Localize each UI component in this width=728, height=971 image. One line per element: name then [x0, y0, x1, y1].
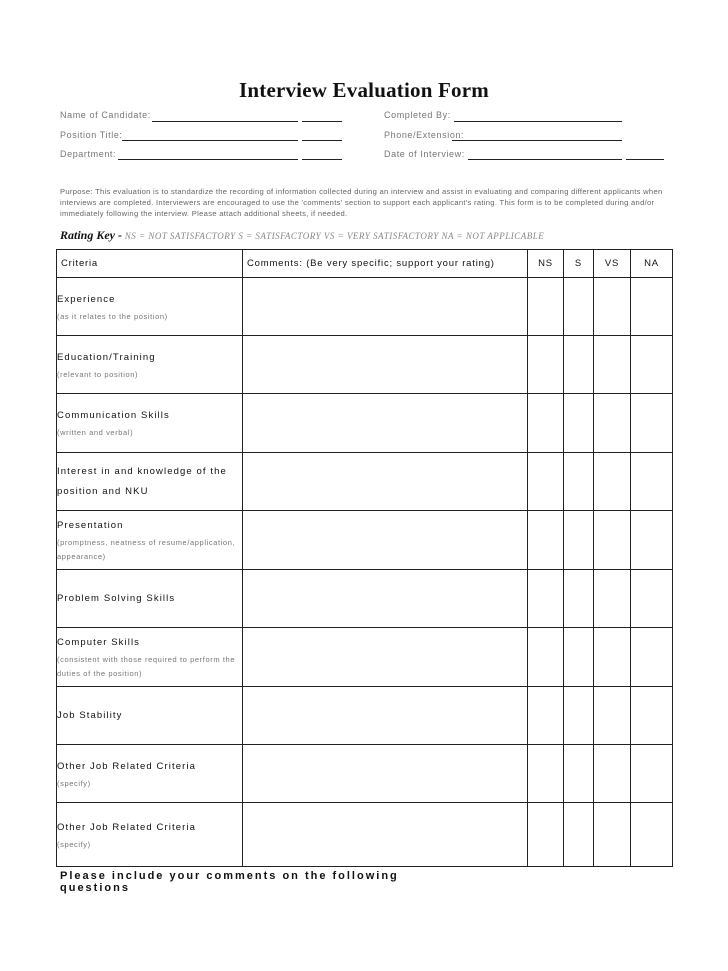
ns-rating-cell[interactable]: [528, 453, 564, 511]
phone-extension-label: Phone/Extension:: [384, 130, 465, 140]
position-title-line-2[interactable]: [302, 140, 342, 141]
na-rating-cell[interactable]: [631, 394, 673, 453]
criteria-note: (written and verbal): [57, 428, 134, 437]
comments-cell[interactable]: [243, 628, 528, 687]
completed-by-line[interactable]: [454, 121, 622, 122]
rating-key: [60, 228, 680, 243]
comments-cell[interactable]: [243, 687, 528, 745]
vs-rating-cell[interactable]: [594, 803, 631, 867]
criteria-row: [57, 453, 673, 511]
position-title-label: Position Title:: [60, 130, 123, 140]
na-rating-cell[interactable]: [631, 336, 673, 394]
candidate-name-line-2[interactable]: [302, 121, 342, 122]
criteria-row: [57, 687, 673, 745]
criteria-cell: [57, 628, 243, 687]
ns-rating-cell[interactable]: [528, 628, 564, 687]
date-of-interview-line[interactable]: [468, 159, 622, 160]
department-line[interactable]: [118, 159, 298, 160]
criteria-name: Problem Solving Skills: [57, 592, 176, 604]
na-rating-cell[interactable]: [631, 453, 673, 511]
criteria-row: [57, 511, 673, 570]
vs-rating-cell[interactable]: [594, 511, 631, 570]
na-rating-cell[interactable]: [631, 278, 673, 336]
criteria-name: Communication Skills: [57, 410, 170, 421]
criteria-name: Computer Skills: [57, 637, 141, 648]
na-rating-cell[interactable]: [631, 745, 673, 803]
table-header-row: [57, 250, 673, 278]
criteria-name: Education/Training: [57, 351, 156, 363]
comments-header: Comments: (Be very specific; support your rating): [243, 250, 528, 278]
criteria-note: (consistent with those required to perform the duties of the position): [57, 655, 236, 678]
criteria-name: Other Job Related Criteria: [57, 760, 196, 772]
ns-rating-cell[interactable]: [528, 570, 564, 628]
criteria-note: (specify): [57, 839, 91, 849]
criteria-note: (promptness, neatness of resume/application, appearance): [57, 538, 236, 561]
date-of-interview-label: Date of Interview:: [384, 149, 465, 159]
s-rating-cell[interactable]: [564, 745, 594, 803]
criteria-row: [57, 394, 673, 453]
s-rating-cell[interactable]: [564, 453, 594, 511]
s-rating-cell[interactable]: [564, 511, 594, 570]
footer-text: Please include your comments on the following questions: [60, 870, 399, 894]
comments-cell[interactable]: [243, 803, 528, 867]
vs-rating-cell[interactable]: [594, 453, 631, 511]
criteria-row: [57, 336, 673, 394]
comments-cell[interactable]: [243, 278, 528, 336]
candidate-name-label: Name of Candidate:: [60, 110, 151, 120]
ns-rating-cell[interactable]: [528, 511, 564, 570]
ns-rating-cell[interactable]: [528, 394, 564, 453]
comments-cell[interactable]: [243, 394, 528, 453]
ns-rating-cell[interactable]: [528, 687, 564, 745]
criteria-note: (specify): [57, 778, 91, 788]
criteria-cell: [57, 278, 243, 336]
na-rating-cell[interactable]: [631, 628, 673, 687]
criteria-header: Criteria: [57, 250, 243, 278]
vs-rating-cell[interactable]: [594, 336, 631, 394]
criteria-row: [57, 803, 673, 867]
na-header: NA: [631, 250, 673, 278]
comments-cell[interactable]: [243, 511, 528, 570]
criteria-cell: [57, 803, 243, 867]
comments-cell[interactable]: [243, 745, 528, 803]
criteria-note: (relevant to position): [57, 369, 139, 379]
criteria-cell: [57, 394, 243, 453]
criteria-cell: [57, 453, 243, 511]
purpose-text: Purpose: This evaluation is to standardize the recording of information collected during an interview and assist in evaluating and comparing different applicants when interviews are completed. Interviewers are encouraged to use the 'comments' section to support each applicant's rating. This form is to be completed during and/or immediately following the interview. Please attach additional sheets, if needed.: [60, 187, 663, 218]
department-label: Department:: [60, 149, 117, 159]
vs-rating-cell[interactable]: [594, 687, 631, 745]
evaluation-table: [56, 249, 673, 867]
department-line-2[interactable]: [302, 159, 342, 160]
s-rating-cell[interactable]: [564, 336, 594, 394]
ns-rating-cell[interactable]: [528, 803, 564, 867]
ns-rating-cell[interactable]: [528, 336, 564, 394]
criteria-name: Interest in and knowledge of the position and NKU: [57, 465, 227, 497]
comments-cell[interactable]: [243, 336, 528, 394]
criteria-cell: [57, 511, 243, 570]
completed-by-label: Completed By:: [384, 110, 451, 120]
criteria-cell: [57, 570, 243, 628]
s-rating-cell[interactable]: [564, 394, 594, 453]
comments-cell[interactable]: [243, 570, 528, 628]
ns-rating-cell[interactable]: [528, 745, 564, 803]
na-rating-cell[interactable]: [631, 687, 673, 745]
candidate-name-line[interactable]: [152, 121, 298, 122]
criteria-note: (as it relates to the position): [57, 311, 168, 321]
ns-header: NS: [528, 250, 564, 278]
criteria-name: Other Job Related Criteria: [57, 821, 196, 833]
vs-rating-cell[interactable]: [594, 394, 631, 453]
vs-rating-cell[interactable]: [594, 278, 631, 336]
vs-rating-cell[interactable]: [594, 570, 631, 628]
form-title: Interview Evaluation Form: [239, 78, 489, 102]
na-rating-cell[interactable]: [631, 803, 673, 867]
criteria-row: [57, 570, 673, 628]
vs-header: VS: [594, 250, 631, 278]
na-rating-cell[interactable]: [631, 570, 673, 628]
s-rating-cell[interactable]: [564, 628, 594, 687]
criteria-cell: [57, 745, 243, 803]
rating-key-label: Rating Key -: [60, 228, 122, 242]
date-of-interview-line-2[interactable]: [626, 159, 664, 160]
na-rating-cell[interactable]: [631, 511, 673, 570]
criteria-name: Job Stability: [57, 709, 123, 721]
s-rating-cell[interactable]: [564, 687, 594, 745]
comments-cell[interactable]: [243, 453, 528, 511]
ns-rating-cell[interactable]: [528, 278, 564, 336]
criteria-row: [57, 745, 673, 803]
rating-key-text: NS = NOT SATISFACTORY S = SATISFACTORY VS = VERY SATISFACTORY NA = NOT APPLICABLE: [124, 231, 545, 241]
s-header: S: [564, 250, 594, 278]
s-rating-cell[interactable]: [564, 803, 594, 867]
criteria-row: [57, 278, 673, 336]
vs-rating-cell[interactable]: [594, 628, 631, 687]
criteria-row: [57, 628, 673, 687]
criteria-name: Presentation: [57, 520, 124, 531]
phone-extension-line[interactable]: [452, 140, 622, 141]
position-title-line[interactable]: [122, 140, 298, 141]
vs-rating-cell[interactable]: [594, 745, 631, 803]
criteria-cell: [57, 687, 243, 745]
criteria-name: Experience: [57, 293, 116, 305]
s-rating-cell[interactable]: [564, 570, 594, 628]
criteria-cell: [57, 336, 243, 394]
s-rating-cell[interactable]: [564, 278, 594, 336]
